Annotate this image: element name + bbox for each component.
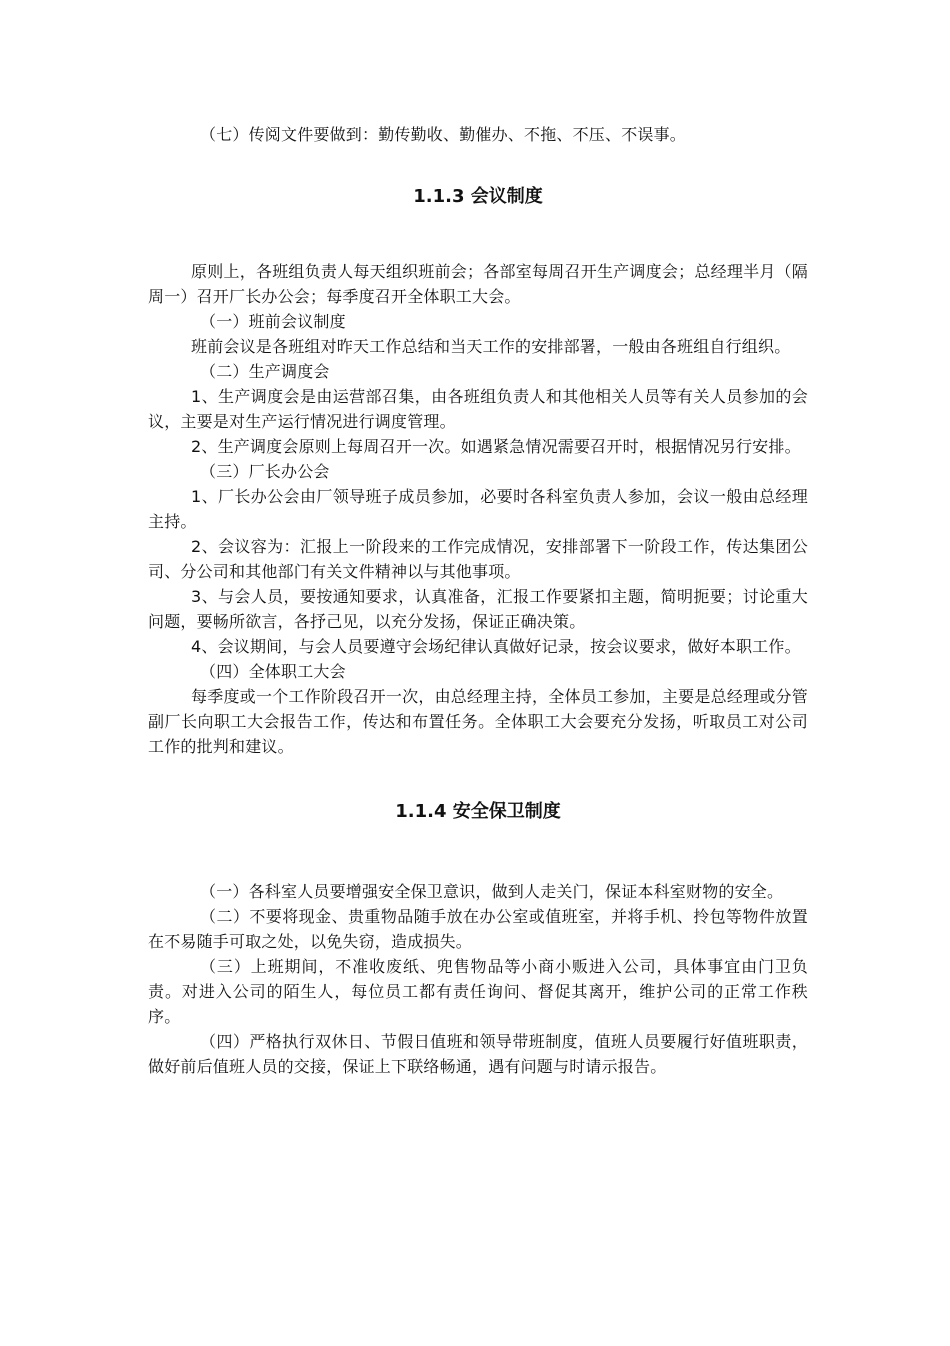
paragraph: 班前会议是各班组对昨天工作总结和当天工作的安排部署，一般由各班组自行组织。 xyxy=(191,337,791,356)
paragraph: （一）各科室人员要增强安全保卫意识，做到人走关门，保证本科室财物的安全。 xyxy=(200,882,784,901)
security-section xyxy=(148,879,808,1079)
paragraph: （三）上班期间，不准收废纸、兜售物品等小商小贩进入公司，具体事宜由门卫负责。对进入公司的陌生人，每位员工都有责任询问、督促其离开，维护公司的正常工作秩序。 xyxy=(148,957,808,1026)
paragraph: 2、生产调度会原则上每周召开一次。如遇紧急情况需要召开时，根据情况另行安排。 xyxy=(191,437,801,456)
meeting-section xyxy=(148,259,808,759)
paragraph: 2、会议容为：汇报上一阶段来的工作完成情况，安排部署下一阶段工作，传达集团公司、分公司和其他部门有关文件精神以与其他事项。 xyxy=(148,537,808,581)
paragraph: （四）严格执行双休日、节假日值班和领导带班制度，值班人员要履行好值班职责，做好前后值班人员的交接，保证上下联络畅通，遇有问题与时请示报告。 xyxy=(148,1032,808,1076)
paragraph: 1、厂长办公会由厂领导班子成员参加，必要时各科室负责人参加，会议一般由总经理主持。 xyxy=(148,487,808,531)
paragraph: 1、生产调度会是由运营部召集，由各班组负责人和其他相关人员等有关人员参加的会议，主要是对生产运行情况进行调度管理。 xyxy=(148,387,808,431)
section-heading-security: 1.1.4 安全保卫制度 xyxy=(395,801,561,822)
section-heading-meeting: 1.1.3 会议制度 xyxy=(413,186,543,207)
subheading: （二）生产调度会 xyxy=(200,362,330,381)
subheading: （四）全体职工大会 xyxy=(200,662,346,681)
subheading: （三）厂长办公会 xyxy=(200,462,330,481)
subheading: （一）班前会议制度 xyxy=(200,312,346,331)
paragraph: （二）不要将现金、贵重物品随手放在办公室或值班室，并将手机、拎包等物件放置在不易随手可取之处，以免失窃，造成损失。 xyxy=(148,907,808,951)
paragraph: 4、会议期间，与会人员要遵守会场纪律认真做好记录，按会议要求，做好本职工作。 xyxy=(191,637,801,656)
paragraph: 3、与会人员，要按通知要求，认真准备，汇报工作要紧扣主题，简明扼要；讨论重大问题，要畅所欲言，各抒己见，以充分发扬，保证正确决策。 xyxy=(148,587,808,631)
paragraph: 每季度或一个工作阶段召开一次，由总经理主持，全体员工参加，主要是总经理或分管副厂长向职工大会报告工作，传达和布置任务。全体职工大会要充分发扬，听取员工对公司工作的批判和建议。 xyxy=(148,687,808,756)
document-body xyxy=(148,122,808,1079)
paragraph: 原则上，各班组负责人每天组织班前会；各部室每周召开生产调度会；总经理半月（隔周一）召开厂长办公会；每季度召开全体职工大会。 xyxy=(148,262,808,306)
item-seven: （七）传阅文件要做到：勤传勤收、勤催办、不拖、不压、不误事。 xyxy=(200,125,687,144)
